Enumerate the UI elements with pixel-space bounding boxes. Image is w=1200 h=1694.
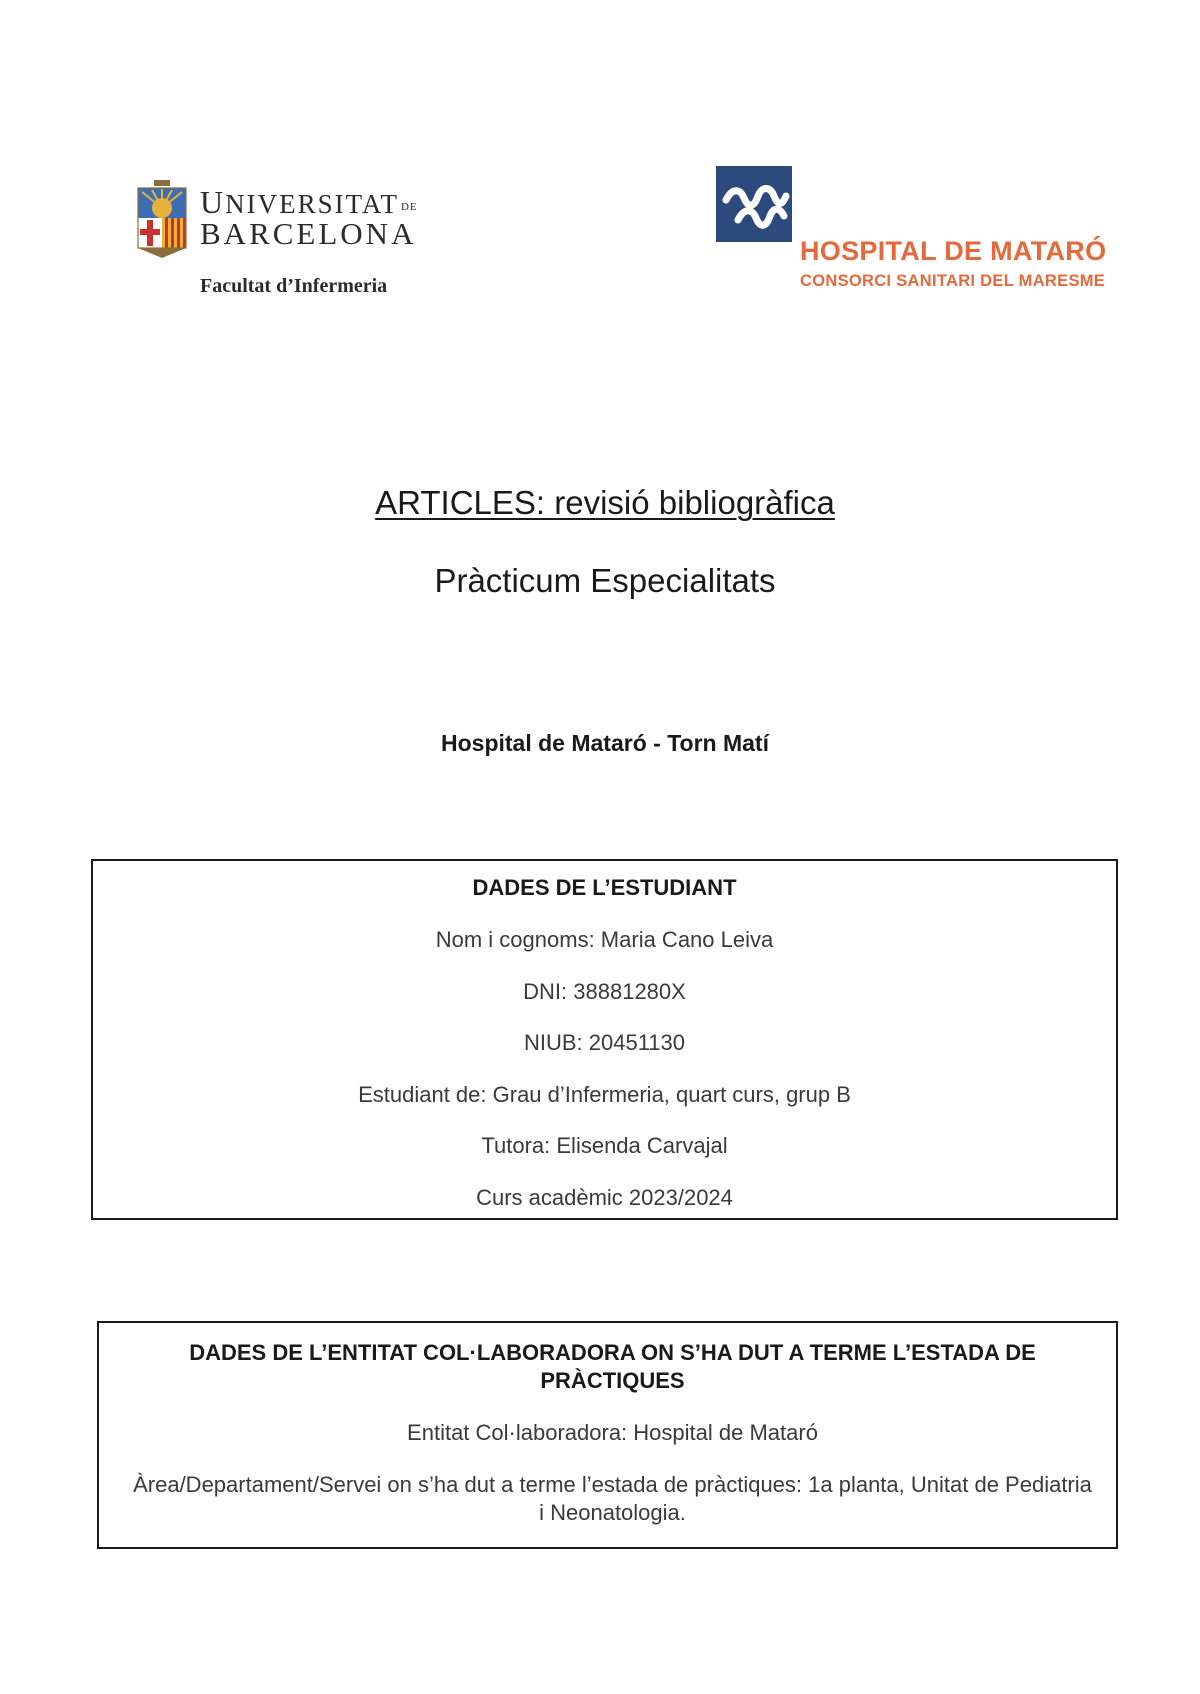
entity-area: Àrea/Departament/Servei on s’ha dut a terme l’estada de pràctiques: 1a planta, Unitat de Pediatria i Neonatologia. <box>133 1472 1092 1525</box>
university-shield-icon <box>136 180 188 260</box>
university-name-top: UNIVERSITAT DE <box>200 184 418 220</box>
hospital-mataro-logo <box>716 166 1156 296</box>
student-data-heading: DADES DE L’ESTUDIANT <box>472 875 737 900</box>
document-title: ARTICLES: revisió bibliogràfica <box>375 484 835 521</box>
student-data-box <box>91 859 1118 1220</box>
student-tutor: Tutora: Elisenda Carvajal <box>481 1133 728 1158</box>
student-niub: NIUB: 20451130 <box>523 1030 686 1055</box>
hospital-shift-title: Hospital de Mataró - Torn Matí <box>441 730 769 756</box>
document-subtitle: Pràcticum Especialitats <box>434 562 776 599</box>
entity-data-box <box>97 1321 1118 1549</box>
entity-data-heading: DADES DE L’ENTITAT COL·LABORADORA ON S’HA DUT A TERME L’ESTADA DE PRÀCTIQUES <box>189 1340 1036 1393</box>
student-dni: DNI: 38881280X <box>523 979 686 1004</box>
hospital-subtitle: CONSORCI SANITARI DEL MARESME <box>800 272 1106 290</box>
entity-name: Entitat Col·laboradora: Hospital de Mataró <box>407 1420 818 1445</box>
student-studies: Estudiant de: Grau d’Infermeria, quart curs, grup B <box>358 1082 851 1107</box>
hospital-wave-mark-icon <box>716 166 792 242</box>
student-name: Nom i cognoms: Maria Cano Leiva <box>435 927 774 952</box>
university-of-barcelona-logo <box>136 176 426 296</box>
hospital-name: HOSPITAL DE MATARÓ <box>800 236 1107 266</box>
faculty-name: Facultat d’Infermeria <box>200 275 388 297</box>
university-name-bottom: BARCELONA <box>200 216 417 251</box>
student-academic-year: Curs acadèmic 2023/2024 <box>476 1185 733 1210</box>
